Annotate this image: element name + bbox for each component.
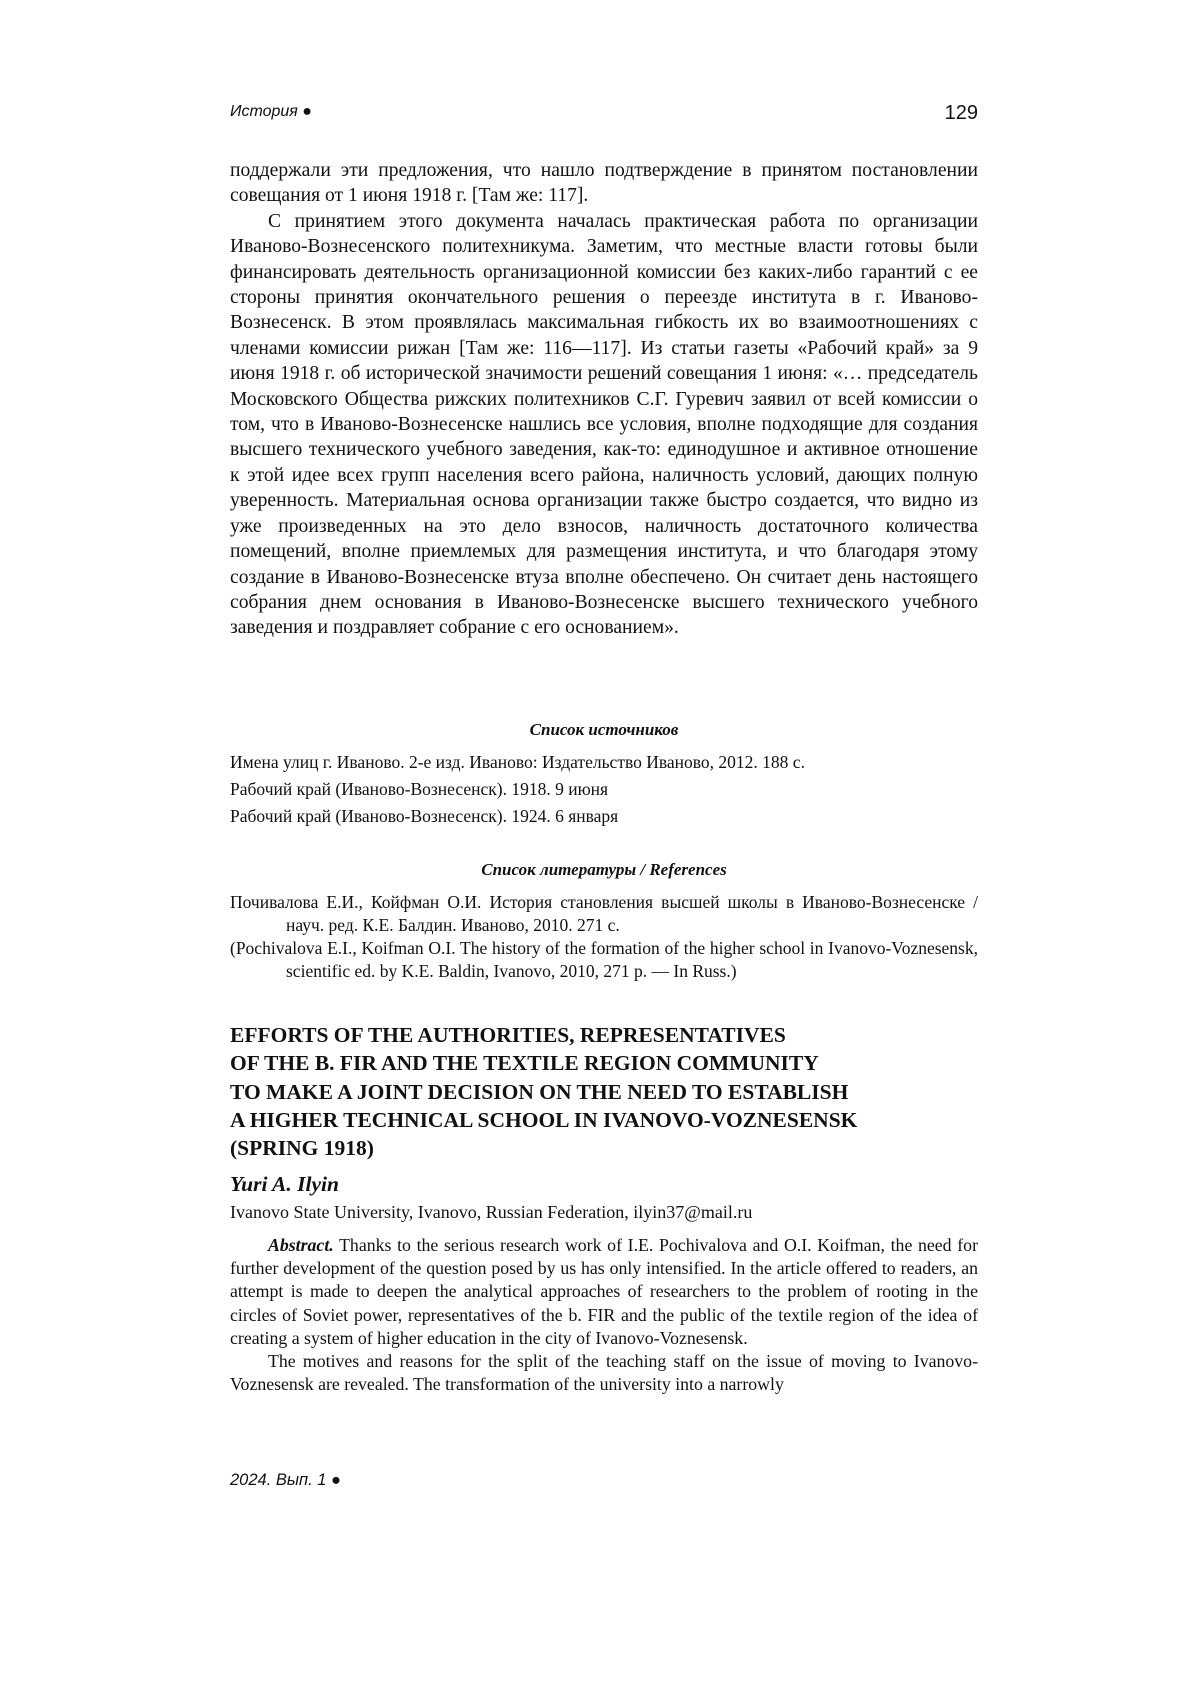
abstract-paragraph [230, 1234, 978, 1350]
reference-item: Почивалова Е.И., Койфман О.И. История становления высшей школы в Иваново-Вознесенске / науч. ред. К.Е. Балдин. Иваново, 2010. 271 с. [230, 892, 978, 935]
sources-list [230, 751, 978, 832]
english-article-title [230, 1021, 990, 1162]
title-line: EFFORTS OF THE AUTHORITIES, REPRESENTATIVES [230, 1023, 786, 1047]
title-line: TO MAKE A JOINT DECISION ON THE NEED TO ESTABLISH [230, 1079, 849, 1104]
sources-heading: Список источников [529, 720, 679, 739]
author-name: Yuri A. Ilyin [230, 1172, 339, 1196]
abstract-label: Abstract. [268, 1235, 334, 1255]
source-item: Имена улиц г. Иваново. 2-е изд. Иваново: Издательство Иваново, 2012. 188 с. [230, 752, 805, 772]
reference-item: (Pochivalova E.I., Koifman O.I. The history of the formation of the higher school in Ivanovo-Voznesensk, scientific ed. by K.E. Baldin, Ivanovo, 2010, 271 p. — In Russ.) [230, 938, 978, 981]
body-paragraph: С принятием этого документа началась практическая работа по организации Иваново-Вознесенского политехникума. Заметим, что местные власти готовы были финансировать деятельность организационной комиссии без каких-либо гарантий с ее стороны принятия окончательного решения о переезде института в г. Иваново-Вознесенск. В этом проявлялась максимальная гибкость их во взаимоотношениях с членами комиссии рижан [Там же: 116—117]. Из статьи газеты «Рабочий край» за 9 июня 1918 г. об исторической значимости решений совещания 1 июня: «… председатель Московского Общества рижских политехников С.Г. Гуревич заявил от всей комиссии о том, что в Иваново-Вознесенске нашлись все условия, вполне подходящие для создания высшего технического учебного заведения, как-то: единодушное и активное отношение к этой идее всех групп населения всего района, наличность условий, дающих полную уверенность. Материальная основа организации также быстро создается, что видно из уже произведенных на это дело взносов, наличность достаточного количества помещений, вполне приемлемых для размещения института, и что благодаря этому создание в Иваново-Вознесенске втуза вполне обеспечено. Он считает день настоящего собрания днем основания в Иваново-Вознесенске высшего технического учебного заведения и поздравляет собрание с его основанием». [230, 210, 978, 639]
author-affiliation: Ivanovo State University, Ivanovo, Russian Federation, ilyin37@mail.ru [230, 1202, 753, 1222]
title-line: OF THE B. FIR AND THE TEXTILE REGION COMMUNITY [230, 1051, 819, 1076]
body-paragraph: поддержали эти предложения, что нашло подтверждение в принятом постановлении совещания от 1 июня 1918 г. [Там же: 117]. [230, 160, 978, 207]
footer-issue: 2024. Вып. 1 ● [230, 1471, 341, 1489]
abstract-text: Thanks to the serious research work of I.E. Pochivalova and O.I. Koifman, the need for further development of the question posed by us has only intensified. In the article offered to readers, an attempt is made to deepen the analytical approaches of researchers to the problem of rooting in the circles of Soviet power, representatives of the b. FIR and the public of the textile region of the idea of creating a system of higher education in the city of Ivanovo-Voznesensk. [230, 1235, 978, 1348]
body-text [230, 158, 978, 641]
abstract-paragraph: The motives and reasons for the split of the teaching staff on the issue of moving to Ivanovo-Voznesensk are revealed. The transformation of the university into a narrowly [230, 1351, 978, 1395]
source-item: Рабочий край (Иваново-Вознесенск). 1924. 6 января [230, 806, 619, 826]
title-line: (SPRING 1918) [230, 1136, 374, 1161]
running-head: История ● [230, 103, 312, 120]
source-item: Рабочий край (Иваново-Вознесенск). 1918. 9 июня [230, 779, 609, 799]
title-line: A HIGHER TECHNICAL SCHOOL IN IVANOVO-VOZNESENSK [230, 1107, 858, 1132]
page-number: 129 [944, 102, 978, 124]
references-list [230, 891, 978, 983]
abstract [230, 1234, 978, 1396]
references-heading: Список литературы / References [481, 860, 727, 879]
